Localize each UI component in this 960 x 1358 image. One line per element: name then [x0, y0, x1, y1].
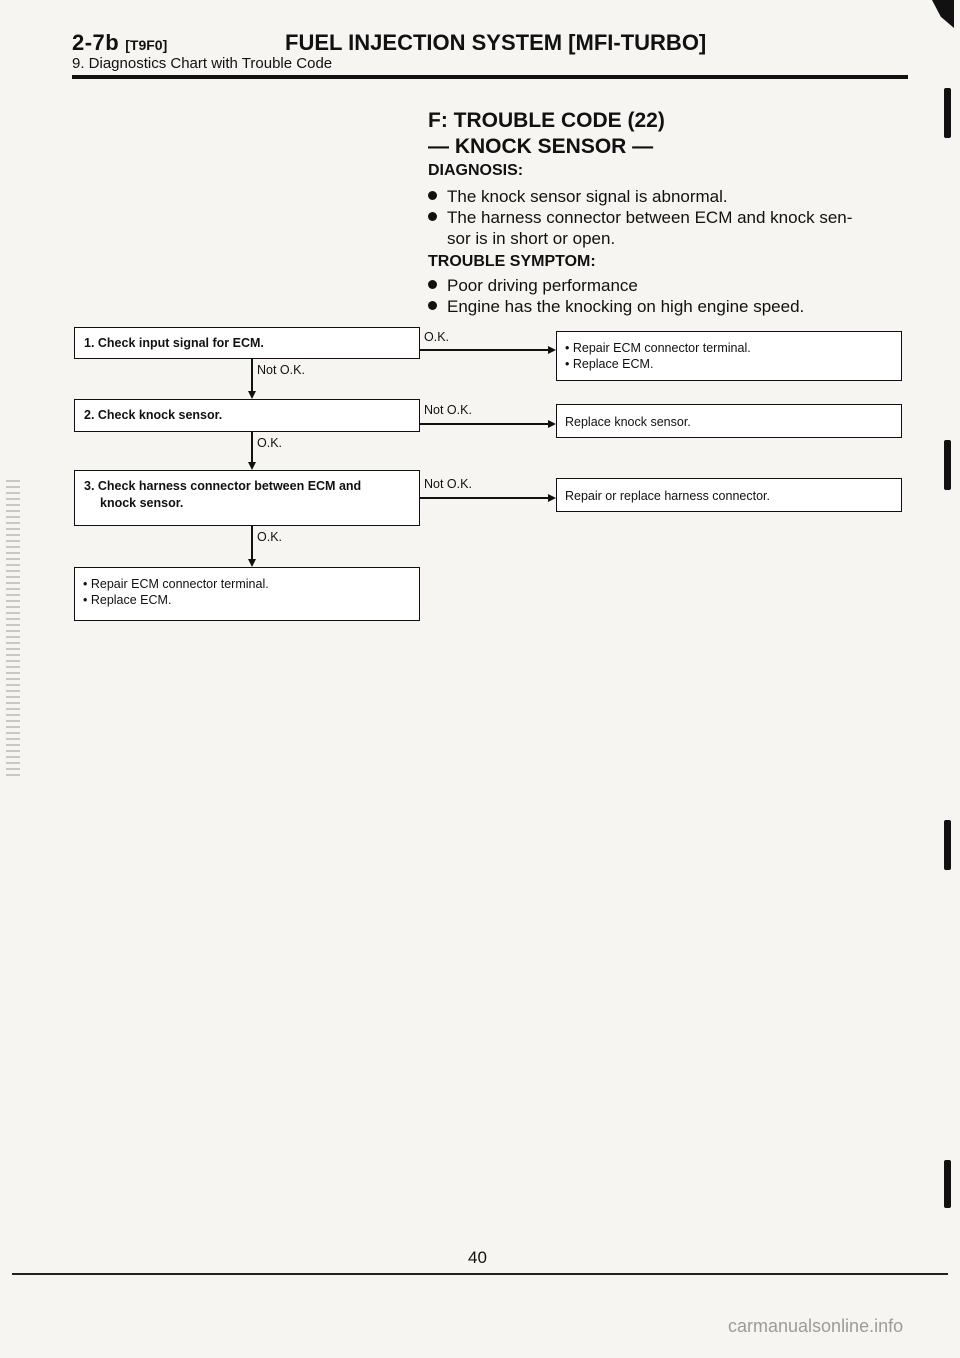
section-code-number: 2-7b	[72, 30, 120, 55]
connector-label: O.K.	[424, 330, 450, 344]
corner-mark	[932, 0, 954, 28]
bullet-icon	[428, 301, 437, 310]
arrow-right-icon	[548, 346, 556, 354]
section-code	[72, 30, 167, 56]
margin-mark	[944, 820, 951, 870]
watermark: carmanualsonline.info	[728, 1316, 904, 1336]
connector-line	[420, 423, 548, 425]
diagnosis-item: The knock sensor signal is abnormal.	[428, 186, 728, 207]
connector-label: O.K.	[257, 436, 283, 450]
section-code-tag: [T9F0]	[125, 37, 168, 53]
final-repair-box: • Repair ECM connector terminal. • Replace ECM.	[74, 567, 420, 621]
step-3-box: 3. Check harness connector between ECM and knock sensor.	[74, 470, 420, 526]
result-box-repair-harness: Repair or replace harness connector.	[556, 478, 902, 512]
symptom-item: Poor driving performance	[428, 275, 638, 296]
step-2-box: 2. Check knock sensor.	[74, 399, 420, 432]
margin-mark	[944, 88, 951, 138]
connector-line	[251, 432, 253, 462]
section-title: F: TROUBLE CODE (22) — KNOCK SENSOR —	[428, 109, 665, 158]
connector-label: Not O.K.	[424, 477, 472, 491]
binding-shadow	[6, 480, 20, 780]
connector-label: Not O.K.	[257, 363, 305, 377]
page-number: 40	[468, 1248, 487, 1267]
page-title: FUEL INJECTION SYSTEM [MFI-TURBO]	[285, 30, 707, 55]
trouble-symptom-label: TROUBLE SYMPTOM:	[428, 253, 596, 270]
connector-label: O.K.	[257, 530, 283, 544]
page-subtitle: 9. Diagnostics Chart with Trouble Code	[72, 55, 333, 72]
connector-label: Not O.K.	[424, 403, 472, 417]
margin-mark	[944, 440, 951, 490]
result-box-replace-sensor: Replace knock sensor.	[556, 404, 902, 438]
arrow-right-icon	[548, 420, 556, 428]
diagnosis-item-continued: sor is in short or open.	[447, 229, 616, 248]
header-rule	[72, 75, 908, 79]
bullet-icon	[428, 280, 437, 289]
diagnosis-label: DIAGNOSIS:	[428, 162, 524, 179]
connector-line	[251, 526, 253, 559]
arrow-down-icon	[248, 391, 256, 399]
bullet-icon	[428, 212, 437, 221]
result-box-repair-ecm: • Repair ECM connector terminal. • Replace ECM.	[556, 331, 902, 381]
connector-line	[420, 349, 548, 351]
arrow-down-icon	[248, 559, 256, 567]
arrow-right-icon	[548, 494, 556, 502]
connector-line	[251, 359, 253, 391]
bullet-icon	[428, 191, 437, 200]
symptom-item: Engine has the knocking on high engine speed.	[428, 296, 804, 317]
footer-rule	[12, 1273, 948, 1275]
margin-mark	[944, 1160, 951, 1208]
arrow-down-icon	[248, 462, 256, 470]
step-1-box: 1. Check input signal for ECM.	[74, 327, 420, 359]
diagnosis-item: The harness connector between ECM and knock sen-	[428, 207, 852, 228]
connector-line	[420, 497, 548, 499]
